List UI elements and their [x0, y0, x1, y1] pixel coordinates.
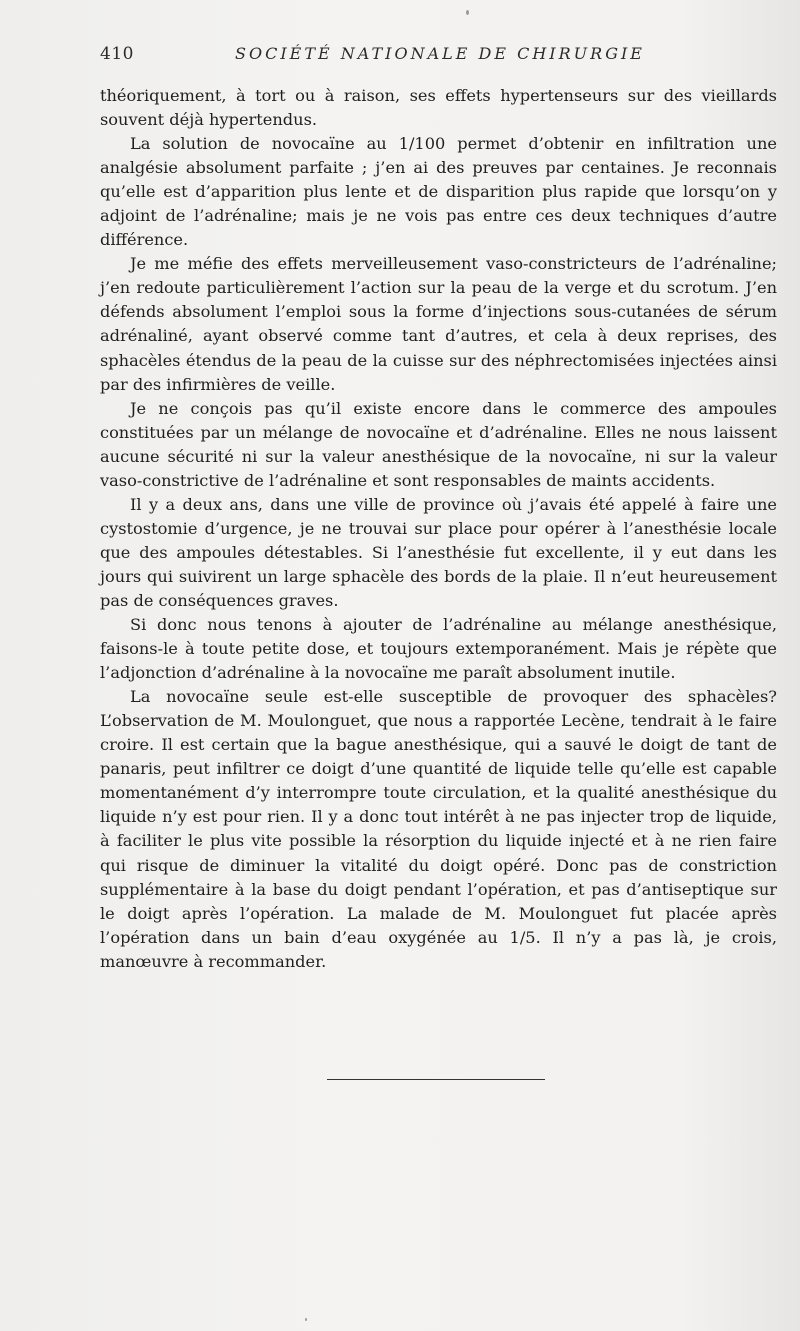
- page-header: [100, 42, 780, 66]
- paragraph: Je me méfie des effets merveilleusement vaso-constricteurs de l’adrénaline; j’en redoute particulièrement l’action sur la peau de la verge et du scrotum. J’en défends absolument l’emploi sous la forme d’injections sous-cutanées de sérum adrénaliné, ayant observé comme tant d’autres, et cela à deux reprises, des sphacèles étendus de la peau de la cuisse sur des néphrectomisées injectées ainsi par des infirmières de veille.: [100, 254, 777, 394]
- paper-speck: [466, 10, 469, 15]
- paper-speck: [305, 1318, 307, 1321]
- section-end-rule: [327, 1079, 545, 1080]
- paragraph: Il y a deux ans, dans une ville de province où j’avais été appelé à faire une cystostomie d’urgence, je ne trouvai sur place pour opérer à l’anesthésie locale que des ampoules détestables. Si l’anesthésie fut excellente, il y eut dans les jours qui suivirent un large sphacèle des bords de la plaie. Il n’eut heureusement pas de conséquences graves.: [100, 494, 777, 610]
- running-title: SOCIÉTÉ NATIONALE DE CHIRURGIE: [235, 44, 645, 63]
- page-number: 410: [100, 44, 134, 64]
- paragraph: Je ne conçois pas qu’il existe encore dans le commerce des ampoules constituées par un mélange de novocaïne et d’adrénaline. Elles ne nous laissent aucune sécurité ni sur la valeur anesthésique de la novocaïne, ni sur la valeur vaso-constrictive de l’adrénaline et sont responsables de maints accidents.: [100, 398, 777, 490]
- paragraph: Si donc nous tenons à ajouter de l’adrénaline au mélange anesthésique, faisons-le à toute petite dose, et toujours extemporanément. Mais je répète que l’adjonction d’adrénaline à la novocaïne me paraît absolument inutile.: [100, 615, 777, 683]
- body-text: [100, 84, 777, 974]
- paragraph: La novocaïne seule est-elle susceptible de provoquer des sphacèles? L’observation de M. Moulonguet, que nous a rapportée Lecène, tendrait à le faire croire. Il est certain que la bague anesthésique, qui a sauvé le doigt de tant de panaris, peut infiltrer ce doigt d’une quantité de liquide telle qu’elle est capable momentanément d’y interrompre toute circulation, et la qualité anesthésique du liquide n’y est pour rien. Il y a donc tout intérêt à ne pas injecter trop de liquide, à faciliter le plus vite possible la résorption du liquide injecté et à ne rien faire qui risque de diminuer la vitalité du doigt opéré. Donc pas de constriction supplémentaire à la base du doigt pendant l’opération, et pas d’antiseptique sur le doigt après l’opération. La malade de M. Moulonguet fut placée après l’opération dans un bain d’eau oxygénée au 1/5. Il n’y a pas là, je crois, manœuvre à recommander.: [100, 687, 777, 971]
- paragraph: théoriquement, à tort ou à raison, ses effets hypertenseurs sur des vieillards souvent déjà hypertendus.: [100, 86, 777, 130]
- paragraph: La solution de novocaïne au 1/100 permet d’obtenir en infiltration une analgésie absolument parfaite ; j’en ai des preuves par centaines. Je reconnais qu’elle est d’apparition plus lente et de disparition plus rapide que lorsqu’on y adjoint de l’adrénaline; mais je ne vois pas entre ces deux techniques d’autre différence.: [100, 134, 777, 250]
